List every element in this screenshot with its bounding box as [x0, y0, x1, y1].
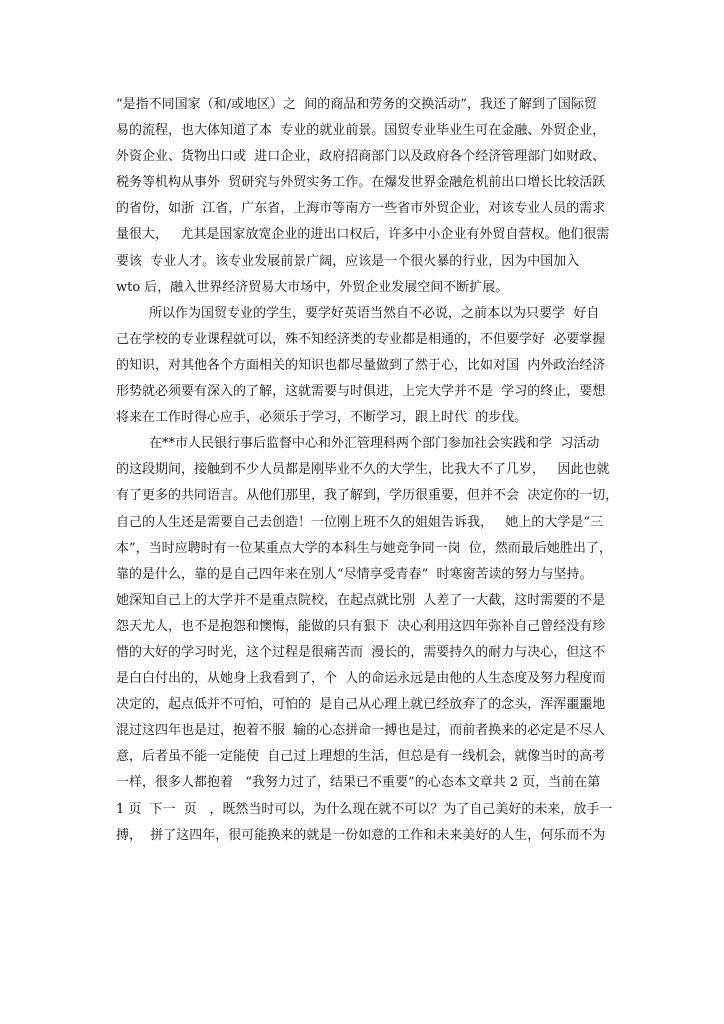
text-line: 怨天尤人，也不是抱怨和懊悔，能做的只有狠下 决心利用这四年弥补自己曾经没有珍: [116, 618, 606, 634]
text-line: 混过这四年也是过，抱着不服 输的心态拼命一搏也是过，而前者换来的必定是不尽人: [116, 723, 606, 739]
text-line: 要该 专业人才。该专业发展前景广阔，应该是一个很火暴的行业，因为中国加入: [116, 253, 580, 269]
text-line: 有了更多的共同语言。从他们那里，我了解到，学历很重要，但并不会 决定你的一切，: [116, 488, 619, 504]
text-line: 税务等机构从事外 贸研究与外贸实务工作。在爆发世界金融危机前出口增长比较活跃: [116, 175, 606, 191]
text-line: 量很大， 尤其是国家放宽企业的进出口权后，许多中小企业有外贸自营权。他们很需: [116, 227, 610, 243]
text-line: 本”，当时应聘时有一位某重点大学的本科生与她竞争同一岗 位，然而最后她胜出了，: [116, 540, 612, 556]
text-line: 自己的人生还是需要自己去创造！一位刚上班不久的姐姐告诉我， 她上的大学是“三: [116, 514, 604, 530]
text-line: 靠的是什么，靠的是自己四年来在别人“尽情享受青春” 时寒窗苦读的努力与坚持。: [116, 566, 593, 582]
text-line: 意，后者虽不能一定能使 自己过上理想的生活，但总是有一线机会，就像当时的高考: [116, 749, 606, 765]
text-line: 外资企业、货物出口或 进口企业，政府招商部门以及政府各个经济管理部门如财政、: [116, 149, 606, 165]
text-line: 她深知自己上的大学并不是重点院校，在起点就比别 人差了一大截，这时需要的不是: [116, 592, 606, 608]
text-line: 1 页 下一 页 ，既然当时可以，为什么现在就不可以？为了自己美好的未来，放手一: [116, 801, 613, 817]
text-line: 己在学校的专业课程就可以，殊不知经济类的专业都是相通的，不但要学好 必要掌握: [116, 331, 606, 347]
text-line: 一样，很多人都抱着 “我努力过了，结果已不重要”的心态本文章共 2 页，当前在第: [116, 775, 601, 791]
text-line: 所以作为国贸专业的学生，要学好英语当然自不必说，之前本以为只要学 好自: [116, 305, 600, 321]
text-line: 是白白付出的，从她身上我看到了，个 人的命运永远是由他的人生态度及努力程度而: [116, 671, 606, 687]
text-line: wto 后，融入世界经济贸易大市场中，外贸企业发展空间不断扩展。: [116, 279, 509, 295]
text-line: 的知识，对其他各个方面相关的知识也都尽量做到了然于心，比如对国 内外政治经济: [116, 357, 606, 373]
text-line: 的省份，如浙 江省，广东省，上海市等南方一些省市外贸企业，对该专业人员的需求: [116, 201, 606, 217]
text-line: 的这段期间，接触到不少人员都是刚毕业不久的大学生，比我大不了几岁， 因此也就: [116, 462, 610, 478]
text-line: 将来在工作时得心应手，必须乐于学习，不断学习，跟上时代 的步伐。: [116, 410, 528, 426]
body-text: [116, 92, 624, 849]
text-line: 形势就必须要有深入的了解，这就需要与时俱进，上完大学并不是 学习的终止，要想: [116, 384, 606, 400]
text-line: “是指不同国家（和/或地区）之 间的商品和劳务的交换活动”，我还了解到了国际贸: [116, 97, 597, 112]
text-line: 搏， 拼了这四年，很可能换来的就是一份如意的工作和未来美好的人生，何乐而不为: [116, 827, 606, 843]
text-line: 惜的大好的学习时光，这个过程是很痛苦而 漫长的，需要持久的耐力与决心，但这不: [116, 644, 606, 660]
text-line: 决定的，起点低并不可怕，可怕的 是自己从心理上就已经放弃了的念头，浑浑噩噩地: [116, 697, 606, 713]
text-line: 在**市人民银行事后监督中心和外汇管理科两个部门参加社会实践和学 习活动: [116, 436, 600, 452]
text-line: 易的流程，也大体知道了本 专业的就业前景。国贸专业毕业生可在金融、外贸企业，: [116, 123, 606, 139]
